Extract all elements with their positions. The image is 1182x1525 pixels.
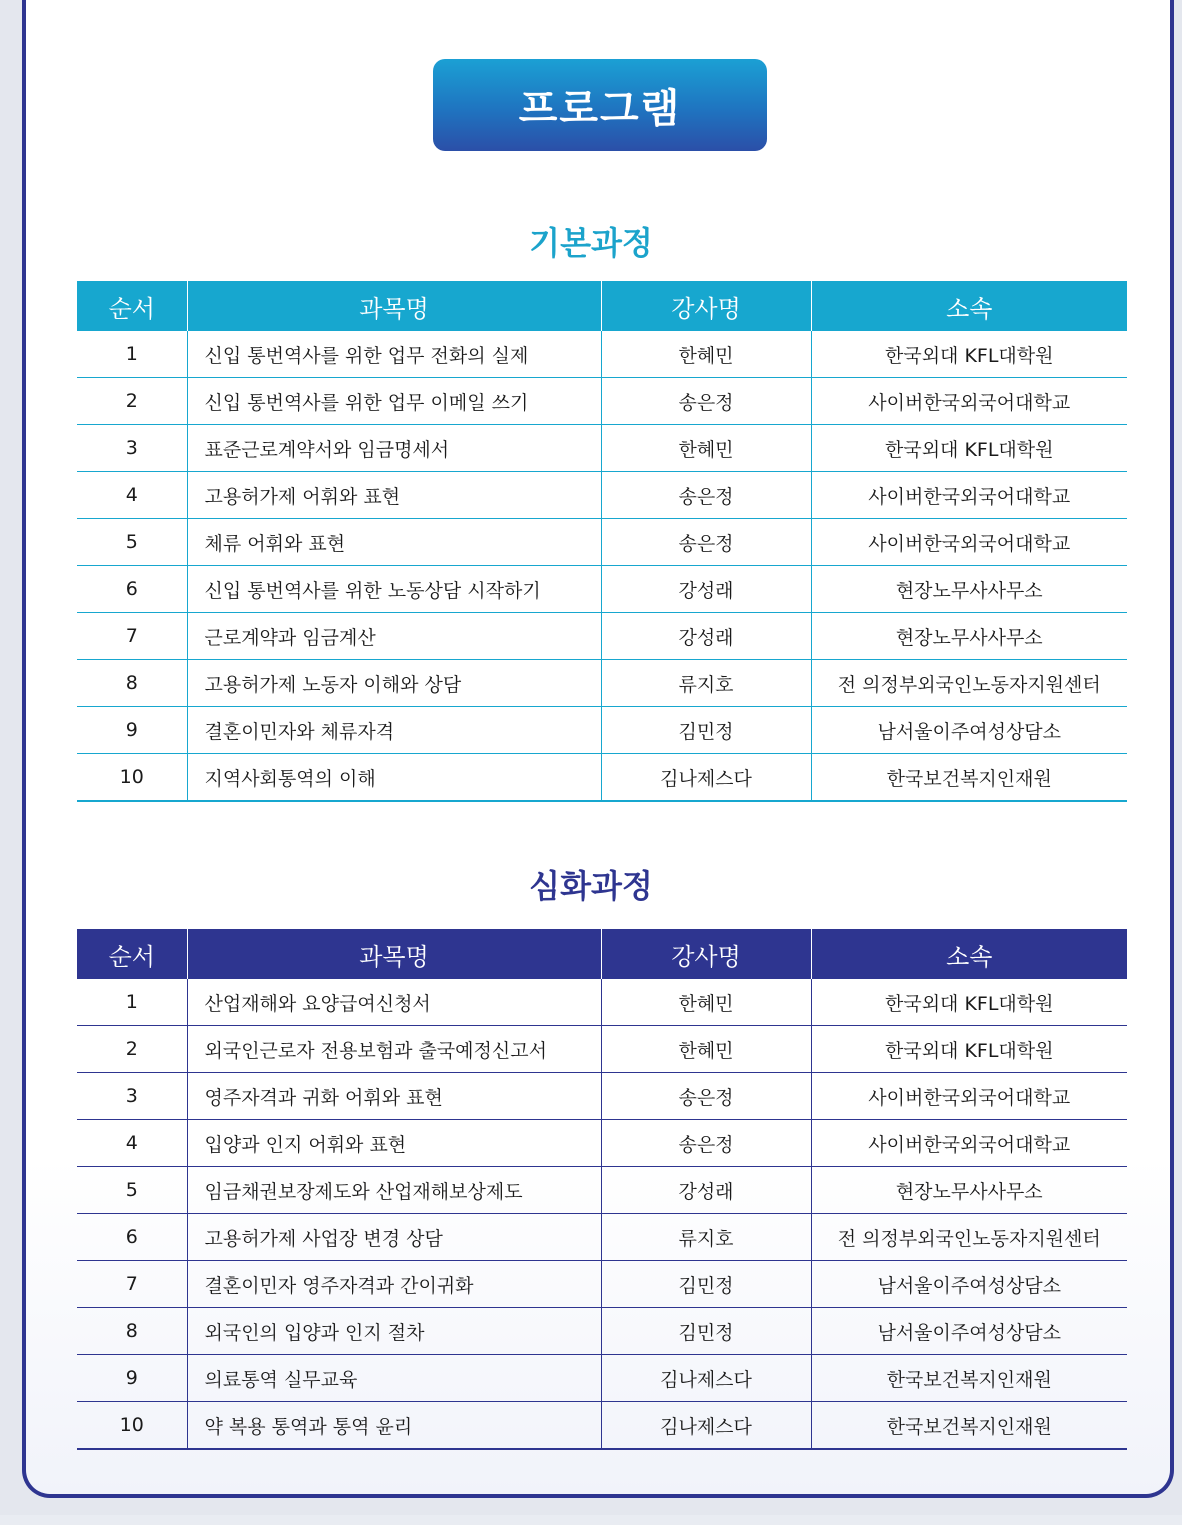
table-header-row <box>77 281 1127 331</box>
header-subject: 과목명 <box>187 281 601 331</box>
instructor-name: 한혜민 <box>601 1026 811 1073</box>
table-row <box>77 1355 1127 1402</box>
subject-name: 근로계약과 임금계산 <box>187 613 601 660</box>
instructor-name: 송은정 <box>601 472 811 519</box>
table-row <box>77 613 1127 660</box>
instructor-name: 강성래 <box>601 566 811 613</box>
affiliation-name: 현장노무사사무소 <box>811 613 1127 660</box>
basic-course-title: 기본과정 <box>529 224 653 262</box>
table-row <box>77 660 1127 707</box>
affiliation-name: 한국보건복지인재원 <box>811 1355 1127 1402</box>
header-subject: 과목명 <box>187 929 601 979</box>
bottom-strip <box>0 1515 1182 1525</box>
affiliation-name: 전 의정부외국인노동자지원센터 <box>811 660 1127 707</box>
table-row <box>77 425 1127 472</box>
table-row <box>77 1402 1127 1450</box>
table-row <box>77 1167 1127 1214</box>
subject-name: 외국인의 입양과 인지 절차 <box>187 1308 601 1355</box>
subject-name: 표준근로계약서와 임금명세서 <box>187 425 601 472</box>
table-row <box>77 979 1127 1026</box>
instructor-name: 송은정 <box>601 378 811 425</box>
row-number: 6 <box>77 566 187 613</box>
subject-name: 체류 어휘와 표현 <box>187 519 601 566</box>
subject-name: 신입 통번역사를 위한 업무 전화의 실제 <box>187 331 601 378</box>
subject-name: 입양과 인지 어휘와 표현 <box>187 1120 601 1167</box>
affiliation-name: 남서울이주여성상담소 <box>811 1261 1127 1308</box>
affiliation-name: 사이버한국외국어대학교 <box>811 472 1127 519</box>
affiliation-name: 전 의정부외국인노동자지원센터 <box>811 1214 1127 1261</box>
table-row <box>77 331 1127 378</box>
row-number: 3 <box>77 425 187 472</box>
instructor-name: 류지호 <box>601 660 811 707</box>
row-number: 7 <box>77 1261 187 1308</box>
instructor-name: 강성래 <box>601 613 811 660</box>
program-title: 프로그램 <box>518 85 682 132</box>
affiliation-name: 사이버한국외국어대학교 <box>811 519 1127 566</box>
affiliation-name: 한국외대 KFL대학원 <box>811 979 1127 1026</box>
advanced-course-title: 심화과정 <box>529 867 653 905</box>
subject-name: 신입 통번역사를 위한 업무 이메일 쓰기 <box>187 378 601 425</box>
subject-name: 고용허가제 사업장 변경 상담 <box>187 1214 601 1261</box>
instructor-name: 김민정 <box>601 1308 811 1355</box>
instructor-name: 한혜민 <box>601 425 811 472</box>
subject-name: 산업재해와 요양급여신청서 <box>187 979 601 1026</box>
table-row <box>77 1308 1127 1355</box>
row-number: 3 <box>77 1073 187 1120</box>
subject-name: 지역사회통역의 이해 <box>187 754 601 802</box>
table-row <box>77 1214 1127 1261</box>
basic-course-body <box>77 331 1127 801</box>
row-number: 5 <box>77 1167 187 1214</box>
basic-course-table <box>77 281 1127 802</box>
row-number: 1 <box>77 979 187 1026</box>
table-row <box>77 1026 1127 1073</box>
affiliation-name: 한국보건복지인재원 <box>811 754 1127 802</box>
table-row <box>77 754 1127 802</box>
row-number: 7 <box>77 613 187 660</box>
subject-name: 외국인근로자 전용보험과 출국예정신고서 <box>187 1026 601 1073</box>
header-affiliation: 소속 <box>811 281 1127 331</box>
program-title-badge <box>433 59 767 151</box>
header-no: 순서 <box>77 929 187 979</box>
instructor-name: 송은정 <box>601 519 811 566</box>
subject-name: 고용허가제 어휘와 표현 <box>187 472 601 519</box>
row-number: 2 <box>77 378 187 425</box>
instructor-name: 한혜민 <box>601 331 811 378</box>
row-number: 2 <box>77 1026 187 1073</box>
row-number: 8 <box>77 1308 187 1355</box>
row-number: 9 <box>77 1355 187 1402</box>
subject-name: 약 복용 통역과 통역 윤리 <box>187 1402 601 1450</box>
header-instructor: 강사명 <box>601 929 811 979</box>
affiliation-name: 사이버한국외국어대학교 <box>811 1120 1127 1167</box>
row-number: 10 <box>77 754 187 802</box>
instructor-name: 김나제스다 <box>601 1402 811 1450</box>
subject-name: 신입 통번역사를 위한 노동상담 시작하기 <box>187 566 601 613</box>
instructor-name: 김나제스다 <box>601 1355 811 1402</box>
affiliation-name: 한국외대 KFL대학원 <box>811 331 1127 378</box>
subject-name: 의료통역 실무교육 <box>187 1355 601 1402</box>
row-number: 10 <box>77 1402 187 1450</box>
affiliation-name: 사이버한국외국어대학교 <box>811 1073 1127 1120</box>
table-row <box>77 1073 1127 1120</box>
affiliation-name: 현장노무사사무소 <box>811 1167 1127 1214</box>
instructor-name: 류지호 <box>601 1214 811 1261</box>
row-number: 1 <box>77 331 187 378</box>
instructor-name: 송은정 <box>601 1073 811 1120</box>
row-number: 4 <box>77 1120 187 1167</box>
instructor-name: 김민정 <box>601 707 811 754</box>
table-row <box>77 378 1127 425</box>
table-header-row <box>77 929 1127 979</box>
subject-name: 영주자격과 귀화 어휘와 표현 <box>187 1073 601 1120</box>
instructor-name: 강성래 <box>601 1167 811 1214</box>
affiliation-name: 사이버한국외국어대학교 <box>811 378 1127 425</box>
table-row <box>77 566 1127 613</box>
affiliation-name: 남서울이주여성상담소 <box>811 707 1127 754</box>
table-row <box>77 519 1127 566</box>
row-number: 5 <box>77 519 187 566</box>
row-number: 9 <box>77 707 187 754</box>
affiliation-name: 한국보건복지인재원 <box>811 1402 1127 1450</box>
header-no: 순서 <box>77 281 187 331</box>
table-row <box>77 1261 1127 1308</box>
instructor-name: 김민정 <box>601 1261 811 1308</box>
table-row <box>77 1120 1127 1167</box>
row-number: 6 <box>77 1214 187 1261</box>
subject-name: 결혼이민자와 체류자격 <box>187 707 601 754</box>
affiliation-name: 남서울이주여성상담소 <box>811 1308 1127 1355</box>
instructor-name: 한혜민 <box>601 979 811 1026</box>
header-affiliation: 소속 <box>811 929 1127 979</box>
instructor-name: 김나제스다 <box>601 754 811 802</box>
subject-name: 고용허가제 노동자 이해와 상담 <box>187 660 601 707</box>
advanced-course-table <box>77 929 1127 1450</box>
affiliation-name: 한국외대 KFL대학원 <box>811 1026 1127 1073</box>
subject-name: 임금채권보장제도와 산업재해보상제도 <box>187 1167 601 1214</box>
header-instructor: 강사명 <box>601 281 811 331</box>
advanced-course-body <box>77 979 1127 1449</box>
table-row <box>77 472 1127 519</box>
affiliation-name: 한국외대 KFL대학원 <box>811 425 1127 472</box>
affiliation-name: 현장노무사사무소 <box>811 566 1127 613</box>
instructor-name: 송은정 <box>601 1120 811 1167</box>
subject-name: 결혼이민자 영주자격과 간이귀화 <box>187 1261 601 1308</box>
row-number: 4 <box>77 472 187 519</box>
table-row <box>77 707 1127 754</box>
row-number: 8 <box>77 660 187 707</box>
